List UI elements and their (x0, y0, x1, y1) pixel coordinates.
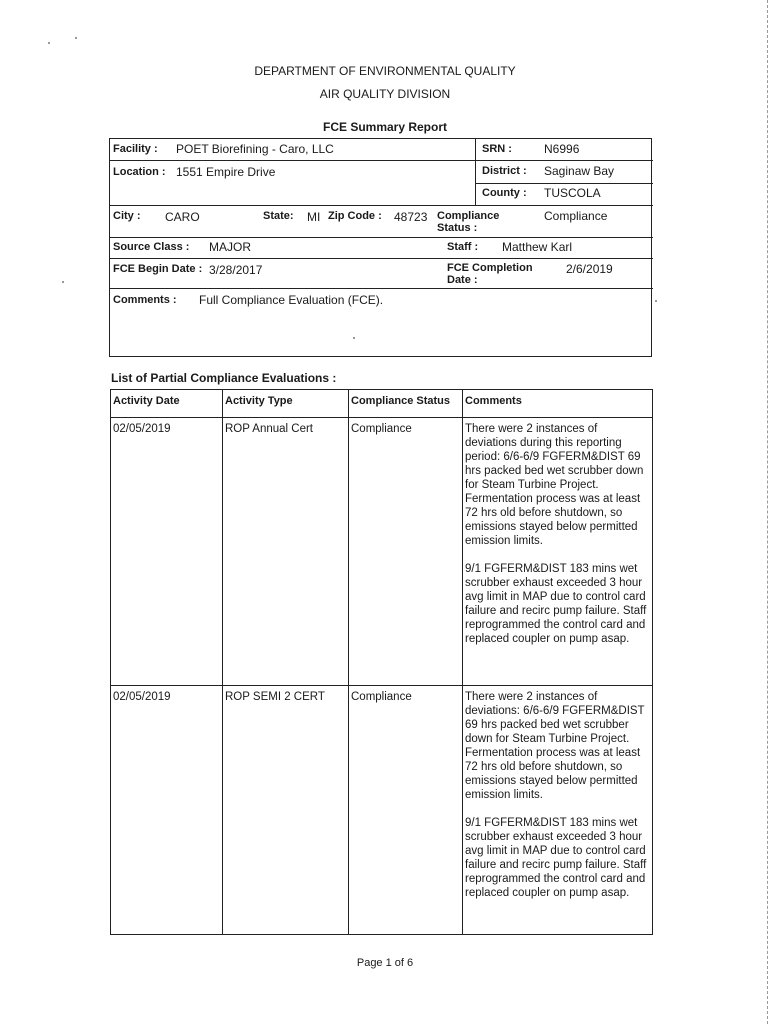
table-row (111, 418, 653, 686)
row-divider (110, 160, 653, 161)
staff-label: Staff : (447, 241, 479, 253)
facility-value: POET Biorefining - Caro, LLC (176, 142, 334, 156)
column-header: Activity Type (223, 390, 349, 418)
row-divider (475, 183, 653, 184)
column-header: Activity Date (111, 390, 223, 418)
division-heading: AIR QUALITY DIVISION (319, 87, 451, 101)
table-row (111, 686, 653, 935)
staff-value: Matthew Karl (502, 240, 573, 254)
state-label: State: (263, 210, 294, 222)
comment-paragraph: 9/1 FGFERM&DIST 183 mins wet scrubber exhaust exceeded 3 hour avg limit in MAP due to control card failure and recirc pump failure. Staff reprogrammed the control card and replaced coupler on pump asap. (465, 563, 647, 645)
partial-evaluations-title: List of Partial Compliance Evaluations : (111, 371, 337, 385)
partial-evaluations-table (110, 389, 653, 935)
city-label: City : (113, 210, 141, 222)
report-title: FCE Summary Report (322, 120, 448, 134)
location-value: 1551 Empire Drive (176, 165, 276, 179)
comments-cell (463, 418, 653, 686)
table-header-row (111, 390, 653, 418)
compliance-status-label-2: Status : (437, 222, 478, 234)
fce-completion-label-2: Date : (447, 274, 478, 286)
scan-speck (62, 281, 64, 283)
fce-begin-date-label: FCE Begin Date : (113, 263, 203, 275)
compliance-status-label: Compliance (437, 210, 500, 222)
state-value: MI (307, 210, 321, 224)
comments-label: Comments : (113, 294, 177, 306)
activity-date-cell: 02/05/2019 (111, 686, 223, 935)
facility-label: Facility : (113, 143, 158, 155)
activity-date-cell: 02/05/2019 (111, 418, 223, 686)
county-value: TUSCOLA (544, 186, 601, 200)
scan-speck (48, 42, 50, 44)
srn-label: SRN : (482, 143, 512, 155)
department-heading: DEPARTMENT OF ENVIRONMENTAL QUALITY (254, 64, 516, 78)
compliance-status-cell: Compliance (349, 686, 463, 935)
column-header: Comments (463, 390, 653, 418)
row-divider (110, 205, 653, 206)
comments-value: Full Compliance Evaluation (FCE). (199, 293, 384, 307)
activity-type-cell: ROP SEMI 2 CERT (223, 686, 349, 935)
comment-paragraph: There were 2 instances of deviations during this reporting period: 6/6-6/9 FGFERM&DIST 69 hrs packed bed wet scrubber down for Steam Turbine Project. Fermentation process was at least 72 hrs old before shutdown, so emissions stayed below permitted emission limits. (465, 423, 644, 547)
city-value: CARO (165, 210, 200, 224)
scan-speck (75, 37, 77, 39)
comment-paragraph: 9/1 FGFERM&DIST 183 mins wet scrubber exhaust exceeded 3 hour avg limit in MAP due to control card failure and recirc pump failure. Staff reprogrammed the control card and replaced coupler on pump asap. (465, 817, 647, 899)
scan-speck (353, 337, 355, 339)
compliance-status-cell: Compliance (349, 418, 463, 686)
fce-begin-date-value: 3/28/2017 (209, 263, 263, 277)
district-label: District : (482, 165, 527, 177)
column-header: Compliance Status (349, 390, 463, 418)
row-divider (110, 237, 653, 238)
facility-info-box (109, 138, 652, 357)
activity-type-cell: ROP Annual Cert (223, 418, 349, 686)
compliance-status-value: Compliance (544, 209, 608, 223)
comment-paragraph: There were 2 instances of deviations: 6/6-6/9 FGFERM&DIST 69 hrs packed bed wet scrubber down for Steam Turbine Project. Fermentation process was at least 72 hrs old before shutdown, so emissions stayed below permitted emission limits. (465, 691, 645, 801)
zip-code-label: Zip Code : (328, 210, 382, 222)
srn-value: N6996 (544, 142, 580, 156)
source-class-value: MAJOR (209, 240, 251, 254)
scan-edge-line (767, 0, 768, 1024)
zip-code-value: 48723 (394, 210, 428, 224)
column-divider (475, 139, 476, 205)
source-class-label: Source Class : (113, 241, 190, 253)
fce-completion-label: FCE Completion (447, 262, 533, 274)
row-divider (110, 258, 653, 259)
comments-cell (463, 686, 653, 935)
scan-speck (655, 300, 657, 302)
page-number: Page 1 of 6 (356, 957, 414, 969)
location-label: Location : (113, 166, 166, 178)
fce-completion-value: 2/6/2019 (566, 262, 613, 276)
row-divider (110, 288, 653, 289)
county-label: County : (482, 187, 527, 199)
district-value: Saginaw Bay (544, 164, 615, 178)
